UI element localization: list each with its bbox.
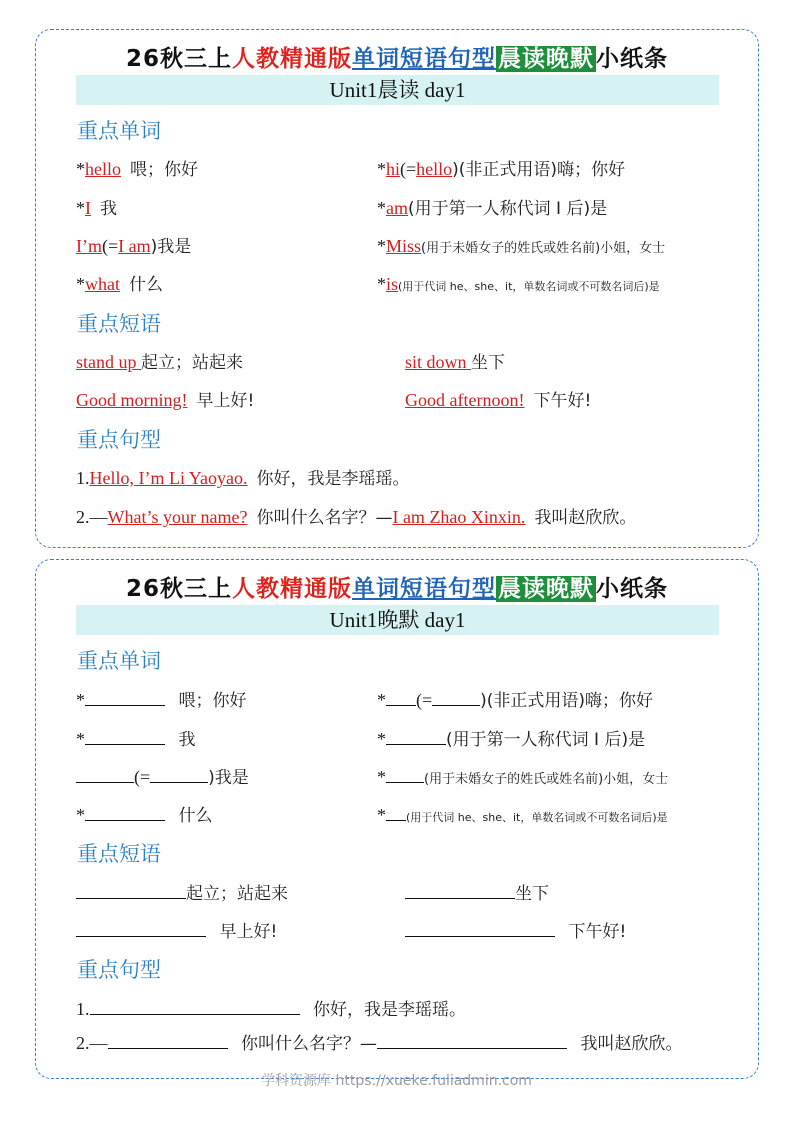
blank-field[interactable] [386,727,446,745]
evening-phrase-1: 起立；站起来 [76,881,288,905]
evening-unit-label: Unit1晚默 day1 [76,605,719,635]
title-part3: 单词短语句型 [352,46,496,72]
morning-unit-label: Unit1晨读 day1 [76,75,719,105]
evening-words-heading: 重点单词 [77,649,161,673]
morning-title [36,40,758,73]
evening-word-8: * (用于代词 he、she、it，单数名词或不可数名词后)是 [377,805,668,825]
blank-field[interactable] [386,803,406,821]
morning-sentences-heading: 重点句型 [77,428,161,452]
blank-field[interactable] [150,765,208,783]
evening-word-2: * (= )(非正式用语)嗨；你好 [377,690,654,711]
blank-field[interactable] [76,919,206,937]
evening-phrase-3: 早上好! [76,919,277,943]
morning-card [35,29,759,548]
morning-phrase-sit-down: sit down 坐下 [405,352,506,373]
morning-phrase-good-morning: Good morning! 早上好! [76,390,255,411]
blank-field[interactable] [76,881,186,899]
blank-field[interactable] [85,727,165,745]
blank-field[interactable] [386,688,416,706]
evening-sentence-1: 1. 你好，我是李瑶瑶。 [76,999,466,1020]
footer-watermark: 学科资源库 https://xueke.fuliadmin.com [261,1073,532,1089]
title-part4: 晨读晚默 [498,46,594,72]
morning-phrases-heading: 重点短语 [77,312,161,336]
evening-sentences-heading: 重点句型 [77,958,161,982]
evening-word-3: * 我 [76,729,196,750]
blank-field[interactable] [405,919,555,937]
blank-field[interactable] [90,997,300,1015]
blank-field[interactable] [432,688,480,706]
blank-field[interactable] [377,1031,567,1049]
title-part1: 26秋三上 [125,46,232,72]
blank-field[interactable] [405,881,515,899]
morning-phrase-stand-up: stand up 起立；站起来 [76,352,243,373]
evening-card [35,559,759,1079]
evening-title: 26秋三上人教精通版单词短语句型晨读晚默小纸条 [125,576,668,602]
morning-word-i: *I 我 [76,198,117,219]
morning-word-is: *is(用于代词 he、she、it，单数名词或不可数名词后)是 [377,274,660,294]
evening-word-6: * (用于未婚女子的姓氏或姓名前)小姐，女士 [377,767,669,787]
morning-word-hi: *hi(=hello)(非正式用语)嗨；你好 [377,159,626,180]
title-part5: 小纸条 [596,46,668,72]
blank-field[interactable] [386,765,424,783]
evening-sentence-2: 2.— 你叫什么名字？— 我叫赵欣欣。 [76,1033,683,1054]
blank-field[interactable] [85,803,165,821]
evening-phrases-heading: 重点短语 [77,842,161,866]
morning-words-heading: 重点单词 [77,119,161,143]
blank-field[interactable] [76,765,134,783]
morning-word-miss: *Miss(用于未婚女子的姓氏或姓名前)小姐，女士 [377,236,666,256]
morning-word-what: *what 什么 [76,274,163,295]
evening-word-4: * (用于第一人称代词 I 后)是 [377,729,646,750]
evening-word-1: * 喂；你好 [76,690,247,711]
evening-word-5: (= )我是 [76,765,249,789]
blank-field[interactable] [85,688,165,706]
title-part2: 人教精通版 [232,46,352,72]
evening-phrase-4: 下午好! [405,919,626,943]
morning-word-am: *am(用于第一人称代词 I 后)是 [377,198,608,219]
morning-sentence-2: 2.—What’s your name? 你叫什么名字？—I am Zhao Xinxin. 我叫赵欣欣。 [76,507,637,528]
evening-word-7: * 什么 [76,805,213,826]
morning-word-im: I’m(=I am)我是 [76,236,192,257]
evening-phrase-2: 坐下 [405,881,549,905]
morning-word-hello: *hello 喂；你好 [76,159,198,180]
morning-phrase-good-afternoon: Good afternoon! 下午好! [405,390,592,411]
blank-field[interactable] [108,1031,228,1049]
morning-sentence-1: 1.Hello, I’m Li Yaoyao. 你好，我是李瑶瑶。 [76,468,410,489]
